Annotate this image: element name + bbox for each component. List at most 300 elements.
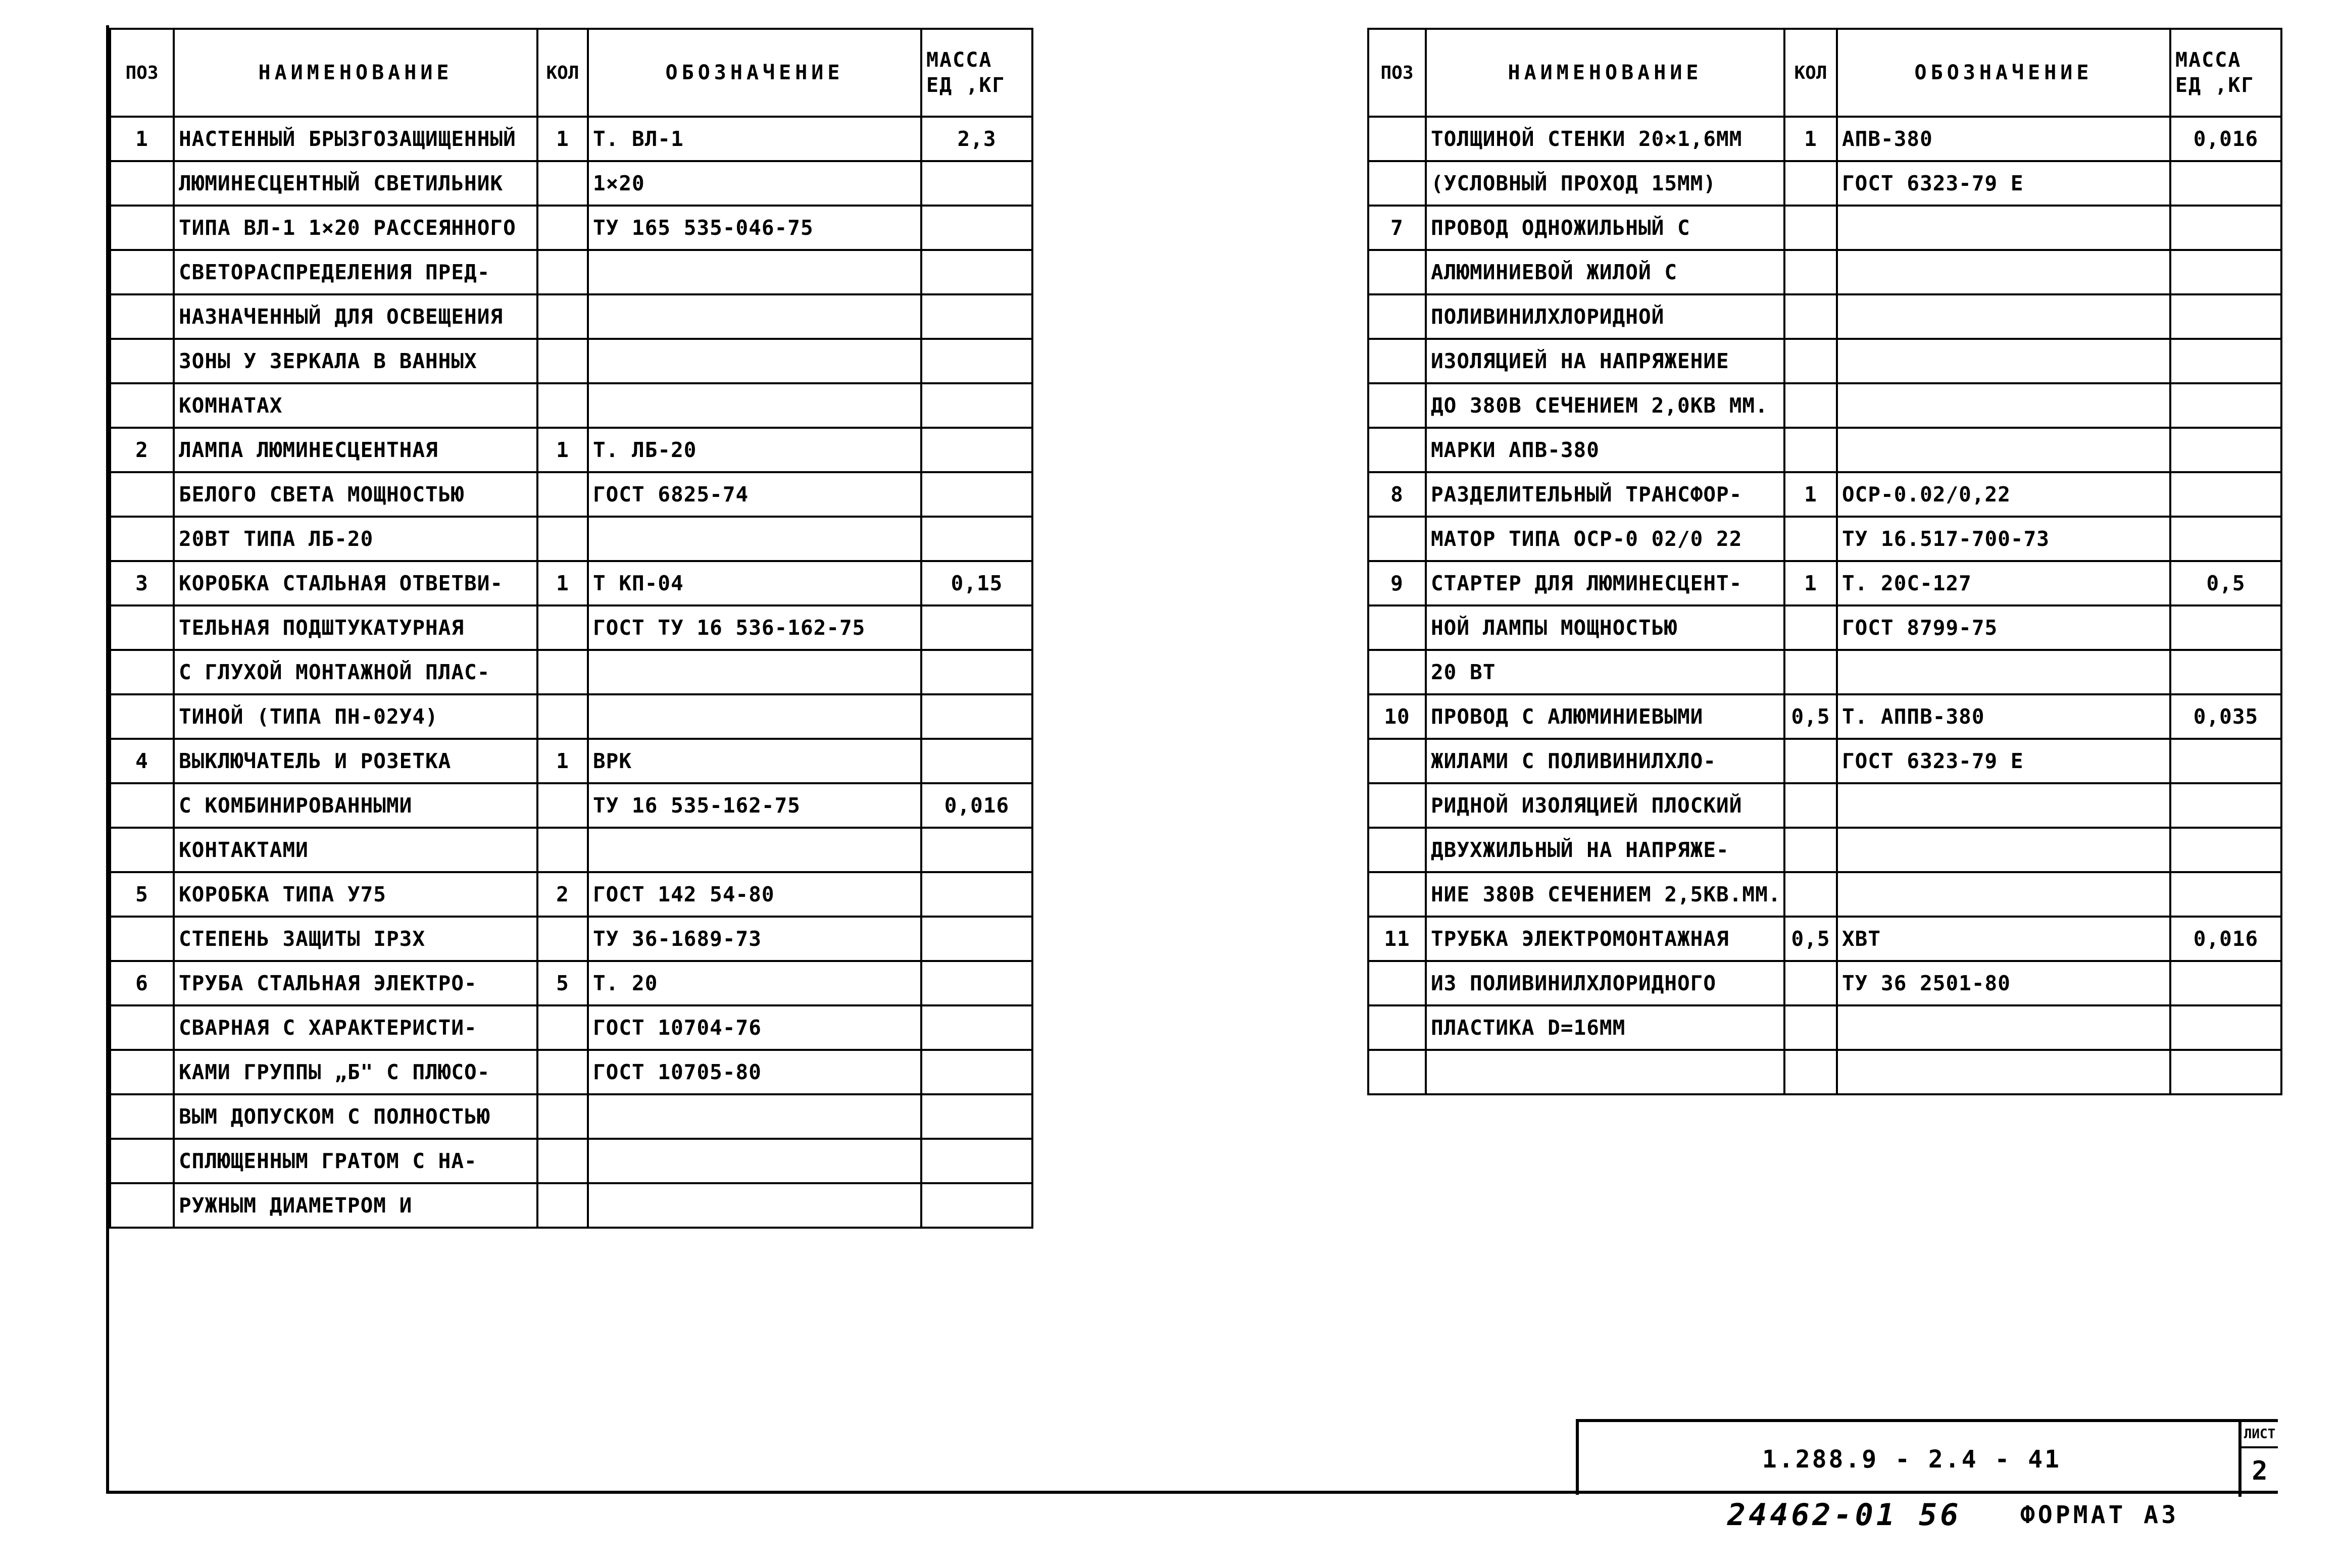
cell-qty <box>1784 828 1837 872</box>
cell-pos <box>1368 1050 1426 1094</box>
cell-qty <box>1784 250 1837 294</box>
cell-pos <box>1368 428 1426 472</box>
table-row <box>1368 694 2281 739</box>
cell-mass <box>2170 739 2281 783</box>
table-row <box>1368 739 2281 783</box>
cell-mass <box>2170 428 2281 472</box>
cell-qty <box>1784 783 1837 828</box>
cell-name: ВЫКЛЮЧАТЕЛЬ И РОЗЕТКА <box>174 739 537 783</box>
cell-mass <box>2170 517 2281 561</box>
cell-mass: 0,016 <box>2170 917 2281 961</box>
header-pos: ПОЗ <box>110 29 174 117</box>
cell-mass <box>2170 1050 2281 1094</box>
cell-qty <box>1784 383 1837 428</box>
cell-pos <box>110 694 174 739</box>
table-row <box>110 117 1032 161</box>
cell-mass <box>921 917 1032 961</box>
header-qty: КОЛ <box>1784 29 1837 117</box>
cell-designation: ГОСТ ТУ 16 536-162-75 <box>588 605 921 650</box>
table-row <box>110 650 1032 694</box>
cell-name: СТАРТЕР ДЛЯ ЛЮМИНЕСЦЕНТ- <box>1426 561 1784 605</box>
cell-mass: 0,016 <box>921 783 1032 828</box>
cell-pos: 5 <box>110 872 174 917</box>
table-row <box>110 383 1032 428</box>
cell-designation: ГОСТ 8799-75 <box>1837 605 2170 650</box>
cell-mass: 0,035 <box>2170 694 2281 739</box>
table-row <box>110 1005 1032 1050</box>
paper-format: ФОРМАТ А3 <box>2020 1501 2179 1529</box>
cell-mass <box>921 872 1032 917</box>
cell-name: ТРУБА СТАЛЬНАЯ ЭЛЕКТРО- <box>174 961 537 1005</box>
cell-mass <box>2170 828 2281 872</box>
cell-pos <box>110 1183 174 1228</box>
spec-table-left <box>109 28 1033 1229</box>
cell-pos <box>1368 383 1426 428</box>
cell-designation: ГОСТ 142 54-80 <box>588 872 921 917</box>
cell-mass <box>921 1139 1032 1183</box>
cell-qty <box>537 250 588 294</box>
table-body <box>1368 117 2281 1094</box>
cell-name: ПРОВОД С АЛЮМИНИЕВЫМИ <box>1426 694 1784 739</box>
cell-mass <box>921 206 1032 250</box>
cell-qty: 1 <box>1784 561 1837 605</box>
cell-designation <box>1837 828 2170 872</box>
cell-pos <box>1368 605 1426 650</box>
cell-name: ПОЛИВИНИЛХЛОРИДНОЙ <box>1426 294 1784 339</box>
cell-mass <box>921 828 1032 872</box>
cell-name: НИЕ 380В СЕЧЕНИЕМ 2,5КВ.ММ. <box>1426 872 1784 917</box>
table-row <box>1368 517 2281 561</box>
table-row <box>110 694 1032 739</box>
cell-designation <box>1837 1050 2170 1094</box>
cell-qty <box>537 650 588 694</box>
cell-qty: 2 <box>537 872 588 917</box>
cell-pos <box>110 783 174 828</box>
cell-designation: ОСР-0.02/0,22 <box>1837 472 2170 517</box>
cell-qty <box>537 783 588 828</box>
header-name: НАИМЕНОВАНИЕ <box>174 29 537 117</box>
table-row <box>1368 250 2281 294</box>
table-row <box>110 961 1032 1005</box>
table-row <box>110 206 1032 250</box>
cell-mass <box>2170 250 2281 294</box>
cell-qty <box>1784 206 1837 250</box>
cell-name: ПРОВОД ОДНОЖИЛЬНЫЙ С <box>1426 206 1784 250</box>
cell-name: ТИПА ВЛ-1 1×20 РАССЕЯННОГО <box>174 206 537 250</box>
cell-mass <box>2170 1005 2281 1050</box>
cell-designation: ТУ 16.517-700-73 <box>1837 517 2170 561</box>
cell-designation <box>588 383 921 428</box>
table-row <box>1368 783 2281 828</box>
cell-name: НОЙ ЛАМПЫ МОЩНОСТЬЮ <box>1426 605 1784 650</box>
cell-pos: 3 <box>110 561 174 605</box>
cell-qty <box>1784 339 1837 383</box>
cell-qty <box>537 294 588 339</box>
cell-qty <box>537 383 588 428</box>
cell-pos <box>110 250 174 294</box>
cell-pos: 4 <box>110 739 174 783</box>
cell-mass <box>2170 605 2281 650</box>
cell-qty <box>537 206 588 250</box>
cell-mass <box>2170 961 2281 1005</box>
table-row <box>1368 605 2281 650</box>
cell-designation <box>588 1183 921 1228</box>
cell-mass: 0,016 <box>2170 117 2281 161</box>
cell-pos <box>110 650 174 694</box>
cell-mass <box>921 517 1032 561</box>
cell-qty <box>1784 650 1837 694</box>
cell-name: ЛЮМИНЕСЦЕНТНЫЙ СВЕТИЛЬНИК <box>174 161 537 206</box>
cell-mass <box>2170 872 2281 917</box>
header-designation: ОБОЗНАЧЕНИЕ <box>588 29 921 117</box>
cell-mass <box>921 294 1032 339</box>
cell-qty <box>537 339 588 383</box>
cell-pos <box>110 917 174 961</box>
table-row <box>110 1094 1032 1139</box>
cell-name: ТЕЛЬНАЯ ПОДШТУКАТУРНАЯ <box>174 605 537 650</box>
cell-name: ТОЛЩИНОЙ СТЕНКИ 20×1,6ММ <box>1426 117 1784 161</box>
cell-designation: ВРК <box>588 739 921 783</box>
cell-pos <box>110 339 174 383</box>
cell-designation <box>588 694 921 739</box>
cell-pos <box>110 1005 174 1050</box>
cell-mass <box>2170 294 2281 339</box>
cell-designation <box>1837 250 2170 294</box>
cell-mass: 2,3 <box>921 117 1032 161</box>
cell-mass <box>2170 383 2281 428</box>
cell-pos <box>1368 250 1426 294</box>
header-designation: ОБОЗНАЧЕНИЕ <box>1837 29 2170 117</box>
cell-designation <box>588 250 921 294</box>
cell-pos <box>1368 161 1426 206</box>
cell-pos <box>110 294 174 339</box>
cell-designation <box>588 1094 921 1139</box>
cell-qty: 1 <box>537 561 588 605</box>
cell-mass <box>921 1050 1032 1094</box>
table-row <box>110 1139 1032 1183</box>
table-row <box>110 872 1032 917</box>
table-row <box>1368 828 2281 872</box>
cell-name: РИДНОЙ ИЗОЛЯЦИЕЙ ПЛОСКИЙ <box>1426 783 1784 828</box>
cell-name: ПЛАСТИКА D=16ММ <box>1426 1005 1784 1050</box>
cell-pos <box>1368 517 1426 561</box>
cell-designation: ГОСТ 6825-74 <box>588 472 921 517</box>
cell-mass <box>921 1094 1032 1139</box>
inventory-number: 24462-01 56 <box>1727 1497 1962 1533</box>
cell-name: ВЫМ ДОПУСКОМ С ПОЛНОСТЬЮ <box>174 1094 537 1139</box>
cell-pos <box>1368 739 1426 783</box>
cell-designation: ГОСТ 6323-79 Е <box>1837 161 2170 206</box>
cell-pos: 9 <box>1368 561 1426 605</box>
table-row <box>1368 872 2281 917</box>
table-row <box>1368 917 2281 961</box>
title-block <box>1576 1419 2278 1495</box>
cell-pos <box>110 206 174 250</box>
cell-name: ДВУХЖИЛЬНЫЙ НА НАПРЯЖЕ- <box>1426 828 1784 872</box>
cell-qty: 0,5 <box>1784 917 1837 961</box>
cell-pos <box>1368 783 1426 828</box>
cell-qty <box>537 161 588 206</box>
cell-name: ЛАМПА ЛЮМИНЕСЦЕНТНАЯ <box>174 428 537 472</box>
cell-designation <box>1837 383 2170 428</box>
cell-name: СВАРНАЯ С ХАРАКТЕРИСТИ- <box>174 1005 537 1050</box>
cell-pos: 8 <box>1368 472 1426 517</box>
table-row <box>110 250 1032 294</box>
cell-name: РУЖНЫМ ДИАМЕТРОМ И <box>174 1183 537 1228</box>
cell-qty <box>1784 294 1837 339</box>
table-header <box>1368 29 2281 117</box>
cell-mass <box>921 605 1032 650</box>
cell-designation <box>588 339 921 383</box>
cell-pos: 6 <box>110 961 174 1005</box>
cell-designation <box>588 1139 921 1183</box>
table-row <box>110 561 1032 605</box>
table-row <box>110 517 1032 561</box>
cell-mass <box>921 1183 1032 1228</box>
cell-qty: 1 <box>1784 117 1837 161</box>
cell-mass <box>2170 650 2281 694</box>
cell-qty <box>1784 872 1837 917</box>
cell-qty <box>1784 739 1837 783</box>
table-body <box>110 117 1032 1228</box>
header-mass: МАССА ЕД ,КГ <box>921 29 1032 117</box>
cell-pos <box>110 1139 174 1183</box>
cell-pos <box>1368 339 1426 383</box>
cell-mass <box>921 161 1032 206</box>
cell-mass <box>2170 339 2281 383</box>
cell-mass: 0,5 <box>2170 561 2281 605</box>
cell-name: КОРОБКА ТИПА У75 <box>174 872 537 917</box>
cell-qty <box>537 472 588 517</box>
cell-name: РАЗДЕЛИТЕЛЬНЫЙ ТРАНСФОР- <box>1426 472 1784 517</box>
cell-pos <box>110 472 174 517</box>
cell-name: С ГЛУХОЙ МОНТАЖНОЙ ПЛАС- <box>174 650 537 694</box>
cell-mass <box>2170 206 2281 250</box>
cell-qty <box>537 1094 588 1139</box>
cell-designation <box>588 650 921 694</box>
table-row <box>110 605 1032 650</box>
document-code: 1.288.9 - 2.4 - 41 <box>1762 1445 2062 1474</box>
cell-designation <box>1837 650 2170 694</box>
cell-designation <box>1837 428 2170 472</box>
cell-pos <box>110 605 174 650</box>
cell-mass: 0,15 <box>921 561 1032 605</box>
cell-qty <box>537 828 588 872</box>
cell-designation: ГОСТ 10705-80 <box>588 1050 921 1094</box>
sheet-label: ЛИСТ <box>2241 1422 2278 1448</box>
cell-name: СТЕПЕНЬ ЗАЩИТЫ IP3X <box>174 917 537 961</box>
table-row <box>1368 206 2281 250</box>
cell-qty <box>537 517 588 561</box>
table-row <box>110 828 1032 872</box>
table-row <box>110 161 1032 206</box>
cell-name: 20ВТ ТИПА ЛБ-20 <box>174 517 537 561</box>
table-row <box>1368 1005 2281 1050</box>
cell-pos <box>110 383 174 428</box>
table-row <box>1368 472 2281 517</box>
cell-mass <box>921 339 1032 383</box>
cell-designation: Т КП-04 <box>588 561 921 605</box>
cell-qty <box>1784 1050 1837 1094</box>
cell-name: НАСТЕННЫЙ БРЫЗГОЗАЩИЩЕННЫЙ <box>174 117 537 161</box>
cell-mass <box>921 383 1032 428</box>
cell-designation: Т. 20С-127 <box>1837 561 2170 605</box>
cell-mass <box>921 428 1032 472</box>
cell-name: (УСЛОВНЫЙ ПРОХОД 15ММ) <box>1426 161 1784 206</box>
cell-qty <box>537 694 588 739</box>
cell-name: НАЗНАЧЕННЫЙ ДЛЯ ОСВЕЩЕНИЯ <box>174 294 537 339</box>
cell-designation <box>1837 206 2170 250</box>
cell-designation: ТУ 36-1689-73 <box>588 917 921 961</box>
cell-pos <box>110 1094 174 1139</box>
cell-designation <box>1837 339 2170 383</box>
cell-qty: 5 <box>537 961 588 1005</box>
cell-mass <box>921 650 1032 694</box>
cell-designation: ГОСТ 10704-76 <box>588 1005 921 1050</box>
cell-name: С КОМБИНИРОВАННЫМИ <box>174 783 537 828</box>
cell-name: ЖИЛАМИ С ПОЛИВИНИЛХЛО- <box>1426 739 1784 783</box>
cell-pos: 10 <box>1368 694 1426 739</box>
cell-qty <box>1784 428 1837 472</box>
table-row <box>1368 294 2281 339</box>
cell-mass <box>921 961 1032 1005</box>
cell-pos <box>1368 650 1426 694</box>
table-row <box>1368 428 2281 472</box>
cell-designation: АПВ-380 <box>1837 117 2170 161</box>
cell-qty <box>537 1050 588 1094</box>
cell-mass <box>921 250 1032 294</box>
cell-designation <box>1837 294 2170 339</box>
cell-name: МАТОР ТИПА ОСР-0 02/0 22 <box>1426 517 1784 561</box>
table-row <box>1368 383 2281 428</box>
table-row <box>1368 161 2281 206</box>
table-row <box>1368 339 2281 383</box>
sheet-number: 2 <box>2252 1456 2268 1486</box>
cell-name: ТИНОЙ (ТИПА ПН-02У4) <box>174 694 537 739</box>
cell-name: СВЕТОРАСПРЕДЕЛЕНИЯ ПРЕД- <box>174 250 537 294</box>
table-row <box>1368 650 2281 694</box>
table-row <box>1368 117 2281 161</box>
cell-pos <box>1368 1005 1426 1050</box>
cell-name: ТРУБКА ЭЛЕКТРОМОНТАЖНАЯ <box>1426 917 1784 961</box>
cell-pos <box>1368 828 1426 872</box>
header-pos: ПОЗ <box>1368 29 1426 117</box>
cell-mass <box>2170 161 2281 206</box>
cell-pos <box>110 1050 174 1094</box>
cell-qty <box>537 605 588 650</box>
cell-designation <box>588 294 921 339</box>
cell-name: КОМНАТАХ <box>174 383 537 428</box>
cell-mass <box>921 694 1032 739</box>
cell-pos: 2 <box>110 428 174 472</box>
cell-name: ИЗ ПОЛИВИНИЛХЛОРИДНОГО <box>1426 961 1784 1005</box>
cell-pos: 1 <box>110 117 174 161</box>
cell-designation <box>588 828 921 872</box>
cell-designation <box>1837 872 2170 917</box>
header-qty: КОЛ <box>537 29 588 117</box>
cell-designation: ХВТ <box>1837 917 2170 961</box>
cell-mass <box>921 1005 1032 1050</box>
table-row <box>110 917 1032 961</box>
cell-pos <box>1368 117 1426 161</box>
cell-name: ДО 380В СЕЧЕНИЕМ 2,0КВ ММ. <box>1426 383 1784 428</box>
cell-designation: ТУ 165 535-046-75 <box>588 206 921 250</box>
cell-pos: 11 <box>1368 917 1426 961</box>
cell-name: БЕЛОГО СВЕТА МОЩНОСТЬЮ <box>174 472 537 517</box>
cell-mass <box>2170 783 2281 828</box>
cell-qty: 0,5 <box>1784 694 1837 739</box>
cell-qty <box>1784 605 1837 650</box>
cell-designation: ТУ 16 535-162-75 <box>588 783 921 828</box>
cell-designation: Т. ВЛ-1 <box>588 117 921 161</box>
cell-mass <box>921 472 1032 517</box>
cell-name: МАРКИ АПВ-380 <box>1426 428 1784 472</box>
cell-pos <box>110 517 174 561</box>
table-row <box>1368 1050 2281 1094</box>
cell-name: 20 ВТ <box>1426 650 1784 694</box>
cell-qty: 1 <box>1784 472 1837 517</box>
cell-qty <box>1784 161 1837 206</box>
cell-designation: Т. 20 <box>588 961 921 1005</box>
cell-designation: Т. ЛБ-20 <box>588 428 921 472</box>
cell-qty <box>537 917 588 961</box>
cell-name: КОНТАКТАМИ <box>174 828 537 872</box>
header-name: НАИМЕНОВАНИЕ <box>1426 29 1784 117</box>
cell-designation <box>1837 783 2170 828</box>
cell-mass <box>2170 472 2281 517</box>
table-row <box>110 428 1032 472</box>
table-row <box>110 472 1032 517</box>
cell-qty: 1 <box>537 117 588 161</box>
cell-name <box>1426 1050 1784 1094</box>
cell-qty: 1 <box>537 739 588 783</box>
cell-qty <box>537 1005 588 1050</box>
table-row <box>110 339 1032 383</box>
cell-designation: Т. АППВ-380 <box>1837 694 2170 739</box>
cell-pos <box>110 828 174 872</box>
table-header <box>110 29 1032 117</box>
cell-name: СПЛЮЩЕННЫМ ГРАТОМ С НА- <box>174 1139 537 1183</box>
cell-designation: 1×20 <box>588 161 921 206</box>
table-row <box>110 1050 1032 1094</box>
cell-qty <box>537 1183 588 1228</box>
cell-pos <box>1368 294 1426 339</box>
table-row <box>110 783 1032 828</box>
sheet-box <box>2238 1422 2278 1497</box>
cell-designation: ТУ 36 2501-80 <box>1837 961 2170 1005</box>
cell-designation <box>588 517 921 561</box>
cell-name: ИЗОЛЯЦИЕЙ НА НАПРЯЖЕНИЕ <box>1426 339 1784 383</box>
cell-mass <box>921 739 1032 783</box>
cell-name: КОРОБКА СТАЛЬНАЯ ОТВЕТВИ- <box>174 561 537 605</box>
cell-name: КАМИ ГРУППЫ „Б" С ПЛЮСО- <box>174 1050 537 1094</box>
cell-designation <box>1837 1005 2170 1050</box>
table-row <box>110 739 1032 783</box>
cell-name: АЛЮМИНИЕВОЙ ЖИЛОЙ С <box>1426 250 1784 294</box>
cell-name: ЗОНЫ У ЗЕРКАЛА В ВАННЫХ <box>174 339 537 383</box>
cell-qty: 1 <box>537 428 588 472</box>
table-row <box>110 294 1032 339</box>
cell-pos <box>1368 961 1426 1005</box>
cell-qty <box>537 1139 588 1183</box>
cell-qty <box>1784 1005 1837 1050</box>
table-row <box>1368 961 2281 1005</box>
cell-pos <box>110 161 174 206</box>
table-row <box>1368 561 2281 605</box>
spec-table-right <box>1367 28 2282 1095</box>
cell-qty <box>1784 517 1837 561</box>
cell-pos: 7 <box>1368 206 1426 250</box>
